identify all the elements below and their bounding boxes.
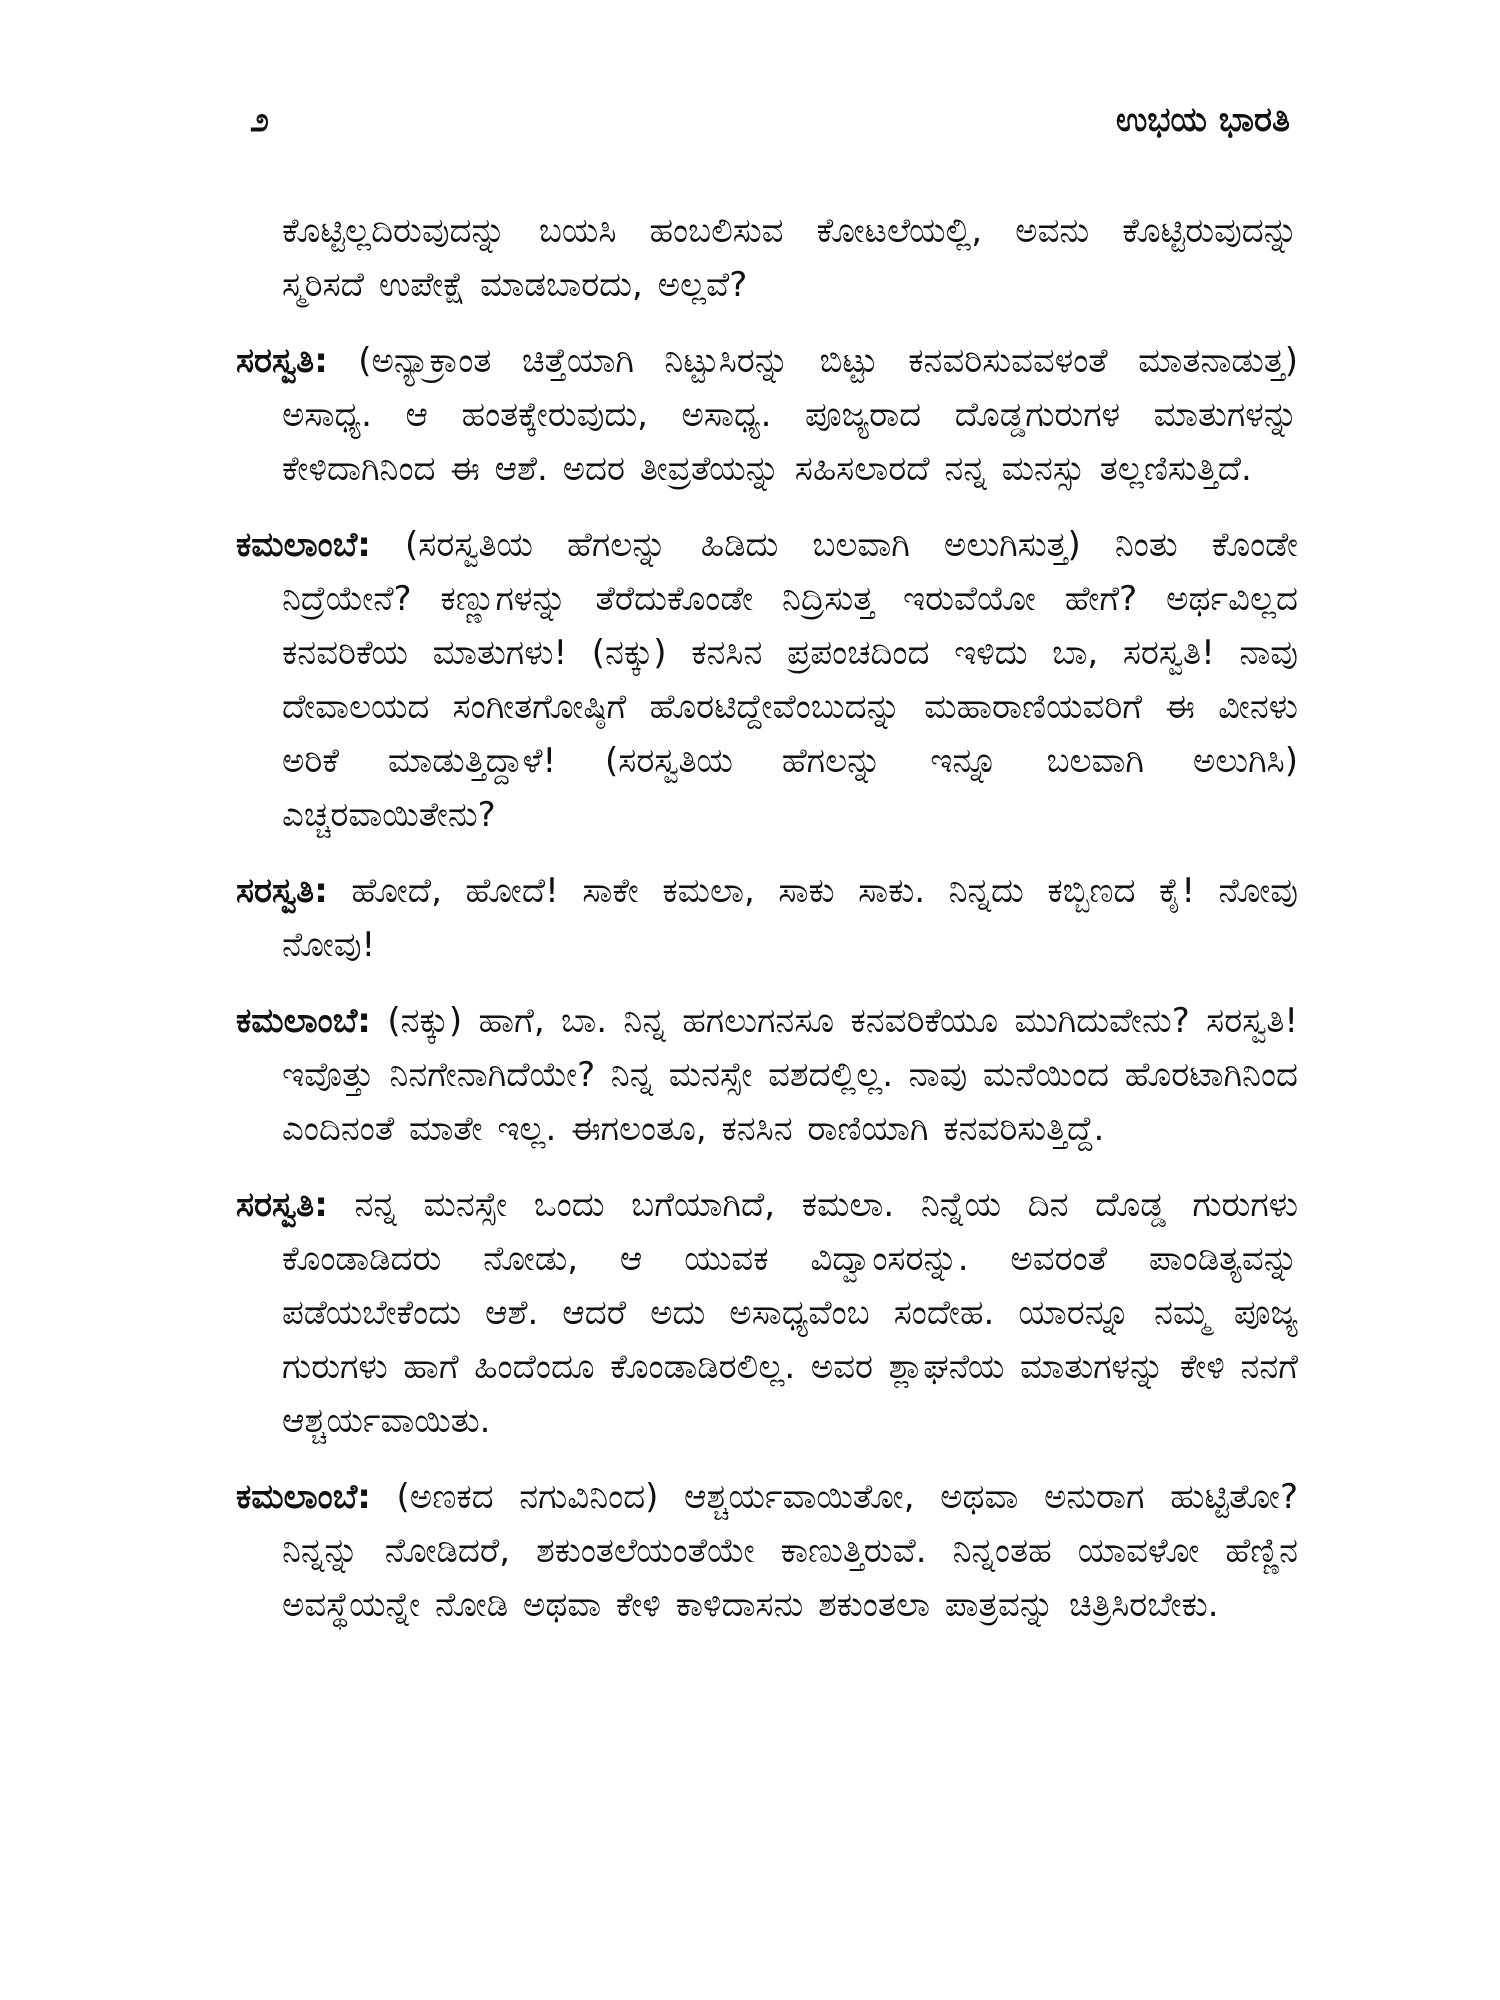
speech-text: ನನ್ನ ಮನಸ್ಸೇ ಒಂದು ಬಗೆಯಾಗಿದೆ, ಕಮಲಾ. ನಿನ್ನೆಯ ದಿನ ದೊಡ್ಡ ಗುರುಗಳು ಕೊಂಡಾಡಿದರು ನೋಡು, ಆ ಯುವಕ ವಿದ್ವಾಂಸರನ್ನು. ಅವರಂತೆ ಪಾಂಡಿತ್ಯವನ್ನು ಪಡೆಯಬೇಕೆಂದು ಆಶೆ. ಆದರೆ ಅದು ಅಸಾಧ್ಯವೆಂಬ ಸಂದೇಹ. ಯಾರನ್ನೂ ನಮ್ಮ ಪೂಜ್ಯ ಗುರುಗಳು ಹಾಗೆ ಹಿಂದೆಂದೂ ಕೊಂಡಾಡಿರಲಿಲ್ಲ. ಅವರ ಶ್ಲಾಘನೆಯ ಮಾತುಗಳನ್ನು ಕೇಳಿ ನನಗೆ ಆಶ್ಚರ್ಯವಾಯಿತು. [282, 1185, 1299, 1441]
page-body [236, 170, 1298, 1654]
speaker-name: ಕಮಲಾಂಬೆ: [236, 1001, 371, 1041]
page-header [250, 100, 1290, 150]
speech-text: (ಸರಸ್ವತಿಯ ಹೆಗಲನ್ನು ಹಿಡಿದು ಬಲವಾಗಿ ಅಲುಗಿಸುತ್ತ) ನಿಂತು ಕೊಂಡೇ ನಿದ್ರೆಯೇನೆ? ಕಣ್ಣುಗಳನ್ನು ತೆರೆದುಕೊಂಡೇ ನಿದ್ರಿಸುತ್ತ ಇರುವೆಯೋ ಹೇಗೆ? ಅರ್ಥವಿಲ್ಲದ ಕನವರಿಕೆಯ ಮಾತುಗಳು! (ನಕ್ಕು) ಕನಸಿನ ಪ್ರಪಂಚದಿಂದ ಇಳಿದು ಬಾ, ಸರಸ್ವತಿ! ನಾವು ದೇವಾಲಯದ ಸಂಗೀತಗೋಷ್ಠಿಗೆ ಹೊರಟಿದ್ದೇವೆಂಬುದನ್ನು ಮಹಾರಾಣಿಯವರಿಗೆ ಈ ವೀನಳು ಅರಿಕೆ ಮಾಡುತ್ತಿದ್ದಾಳೆ! (ಸರಸ್ವತಿಯ ಹೆಗಲನ್ನು ಇನ್ನೂ ಬಲವಾಗಿ ಅಲುಗಿಸಿ) ಎಚ್ಚರವಾಯಿತೇನು? [282, 525, 1298, 835]
speech-text: (ಅಣಕದ ನಗುವಿನಿಂದ) ಆಶ್ಚರ್ಯವಾಯಿತೋ, ಅಥವಾ ಅನುರಾಗ ಹುಟ್ಟಿತೋ? ನಿನ್ನನ್ನು ನೋಡಿದರೆ, ಶಕುಂತಲೆಯಂತೆಯೇ ಕಾಣುತ್ತಿರುವೆ. ನಿನ್ನಂತಹ ಯಾವಳೋ ಹೆಣ್ಣಿನ ಅವಸ್ಥೆಯನ್ನೇ ನೋಡಿ ಅಥವಾ ಕೇಳಿ ಕಾಳಿದಾಸನು ಶಕುಂತಲಾ ಪಾತ್ರವನ್ನು ಚಿತ್ರಿಸಿರಬೇಕು. [282, 1477, 1299, 1625]
dialogue-block [236, 1178, 1298, 1448]
dialogue-block [236, 334, 1298, 496]
speech-text: (ನಕ್ಕು) ಹಾಗೆ, ಬಾ. ನಿನ್ನ ಹಗಲುಗನಸೂ ಕನವರಿಕೆಯೂ ಮುಗಿದುವೇನು? ಸರಸ್ವತಿ! ಇವೊತ್ತು ನಿನಗೇನಾಗಿದೆಯೇ? ನಿನ್ನ ಮನಸ್ಸೇ ವಶದಲ್ಲಿಲ್ಲ. ನಾವು ಮನೆಯಿಂದ ಹೊರಟಾಗಿನಿಂದ ಎಂದಿನಂತೆ ಮಾತೇ ಇಲ್ಲ. ಈಗಲಂತೂ, ಕನಸಿನ ರಾಣಿಯಾಗಿ ಕನವರಿಸುತ್ತಿದ್ದೆ. [282, 1001, 1298, 1149]
dialogue-block [236, 994, 1298, 1156]
speaker-name: ಸರಸ್ವತಿ: [236, 1185, 328, 1225]
speaker-name: ಸರಸ್ವತಿ: [236, 871, 328, 911]
opening-paragraph: ಕೊಟ್ಟಿಲ್ಲದಿರುವುದನ್ನು ಬಯಸಿ ಹಂಬಲಿಸುವ ಕೋಟಲೆಯಲ್ಲಿ, ಅವನು ಕೊಟ್ಟಿರುವುದನ್ನು ಸ್ಮರಿಸದೆ ಉಪೇಕ್ಷೆ ಮಾಡಬಾರದು, ಅಲ್ಲವೆ? [282, 211, 1298, 305]
speech-text: (ಅನ್ಯಾಕ್ರಾಂತ ಚಿತ್ತೆಯಾಗಿ ನಿಟ್ಟುಸಿರನ್ನು ಬಿಟ್ಟು ಕನವರಿಸುವವಳಂತೆ ಮಾತನಾಡುತ್ತ) ಅಸಾಧ್ಯ. ಆ ಹಂತಕ್ಕೇರುವುದು, ಅಸಾಧ್ಯ. ಪೂಜ್ಯರಾದ ದೊಡ್ಡಗುರುಗಳ ಮಾತುಗಳನ್ನು ಕೇಳಿದಾಗಿನಿಂದ ಈ ಆಶೆ. ಅದರ ತೀವ್ರತೆಯನ್ನು ಸಹಿಸಲಾರದೆ ನನ್ನ ಮನಸ್ಸು ತಲ್ಲಣಿಸುತ್ತಿದೆ. [282, 341, 1299, 489]
running-title: ಉಭಯ ಭಾರತಿ [1115, 100, 1290, 140]
page-number: ೨ [250, 100, 270, 140]
speaker-name: ಸರಸ್ವತಿ: [236, 341, 328, 381]
speaker-name: ಕಮಲಾಂಬೆ: [236, 1477, 371, 1517]
dialogue-block [236, 518, 1298, 842]
dialogue-block [236, 1470, 1298, 1632]
speaker-name: ಕಮಲಾಂಬೆ: [236, 525, 371, 565]
speech-text: ಹೋದೆ, ಹೋದೆ! ಸಾಕೇ ಕಮಲಾ, ಸಾಕು ಸಾಕು. ನಿನ್ನದು ಕಬ್ಬಿಣದ ಕೈ! ನೋವು ನೋವು! [282, 871, 1298, 965]
dialogue-block [236, 864, 1298, 972]
